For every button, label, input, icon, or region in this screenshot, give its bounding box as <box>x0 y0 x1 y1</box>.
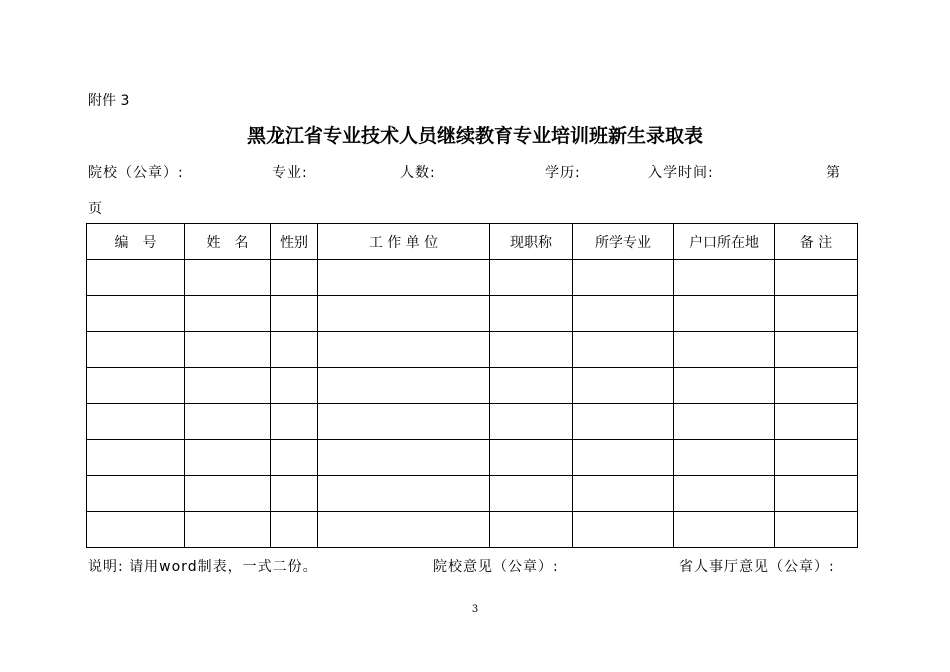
table-cell <box>573 332 674 368</box>
table-cell <box>318 260 490 296</box>
table-cell <box>775 512 858 548</box>
major-label: 专业: <box>272 165 308 181</box>
table-cell <box>87 476 185 512</box>
table-cell <box>775 260 858 296</box>
page-number: 3 <box>471 604 479 615</box>
table-cell <box>271 476 318 512</box>
table-cell <box>573 260 674 296</box>
header-major: 所学专业 <box>573 224 674 260</box>
school-opinion-label: 院校意见（公章）: <box>433 559 559 575</box>
table-cell <box>490 404 573 440</box>
table-cell <box>185 260 271 296</box>
page-prefix: 第 <box>826 165 841 181</box>
table-cell <box>87 404 185 440</box>
table-cell <box>185 476 271 512</box>
table-cell <box>775 404 858 440</box>
header-remarks: 备 注 <box>775 224 858 260</box>
table-cell <box>674 296 775 332</box>
table-cell <box>490 368 573 404</box>
table-row <box>87 440 858 476</box>
table-cell <box>318 440 490 476</box>
table-cell <box>674 260 775 296</box>
table-cell <box>775 440 858 476</box>
table-row <box>87 368 858 404</box>
dept-opinion-label: 省人事厅意见（公章）: <box>679 559 835 575</box>
table-cell <box>185 440 271 476</box>
table-cell <box>185 332 271 368</box>
table-cell <box>87 332 185 368</box>
table-cell <box>573 404 674 440</box>
table-cell <box>775 296 858 332</box>
header-number: 编 号 <box>87 224 185 260</box>
attachment-label: 附件 3 <box>88 93 130 109</box>
table-row <box>87 404 858 440</box>
table-cell <box>674 512 775 548</box>
table-row <box>87 332 858 368</box>
header-name: 姓 名 <box>185 224 271 260</box>
education-label: 学历: <box>545 165 581 181</box>
table-cell <box>573 512 674 548</box>
table-cell <box>87 296 185 332</box>
table-cell <box>87 260 185 296</box>
table-cell <box>490 332 573 368</box>
table-cell <box>271 512 318 548</box>
table-cell <box>318 368 490 404</box>
table-cell <box>490 260 573 296</box>
count-label: 人数: <box>400 165 436 181</box>
table-row <box>87 512 858 548</box>
table-cell <box>185 296 271 332</box>
table-cell <box>674 332 775 368</box>
table-cell <box>271 260 318 296</box>
table-cell <box>271 368 318 404</box>
table-cell <box>573 368 674 404</box>
table-cell <box>185 404 271 440</box>
table-cell <box>318 476 490 512</box>
table-cell <box>271 296 318 332</box>
table-body <box>87 260 858 548</box>
table-cell <box>775 476 858 512</box>
header-residence: 户口所在地 <box>674 224 775 260</box>
table-cell <box>318 404 490 440</box>
table-cell <box>490 440 573 476</box>
table-cell <box>318 332 490 368</box>
enroll-time-label: 入学时间: <box>648 165 714 181</box>
enrollment-table <box>86 223 858 548</box>
table-row <box>87 476 858 512</box>
footer-note: 说明: 请用word制表，一式二份。 <box>88 559 318 575</box>
page-suffix: 页 <box>88 201 102 217</box>
table-cell <box>775 332 858 368</box>
table-row <box>87 260 858 296</box>
table-cell <box>87 512 185 548</box>
table-cell <box>87 440 185 476</box>
table-cell <box>87 368 185 404</box>
table-cell <box>674 404 775 440</box>
table-cell <box>271 440 318 476</box>
table-cell <box>185 512 271 548</box>
table-cell <box>490 512 573 548</box>
table-cell <box>573 476 674 512</box>
header-title: 现职称 <box>490 224 573 260</box>
school-seal-label: 院校（公章）: <box>88 165 184 181</box>
table-cell <box>490 296 573 332</box>
table-header-row <box>87 224 858 260</box>
header-work-unit: 工 作 单 位 <box>318 224 490 260</box>
table-cell <box>573 296 674 332</box>
table-cell <box>674 440 775 476</box>
table-cell <box>271 404 318 440</box>
table-cell <box>573 440 674 476</box>
table-cell <box>185 368 271 404</box>
table-cell <box>674 476 775 512</box>
table-cell <box>775 368 858 404</box>
table-cell <box>318 296 490 332</box>
table-cell <box>674 368 775 404</box>
table-row <box>87 296 858 332</box>
document-title: 黑龙江省专业技术人员继续教育专业培训班新生录取表 <box>246 125 703 147</box>
header-gender: 性别 <box>271 224 318 260</box>
table-cell <box>490 476 573 512</box>
table-cell <box>318 512 490 548</box>
table-cell <box>271 332 318 368</box>
